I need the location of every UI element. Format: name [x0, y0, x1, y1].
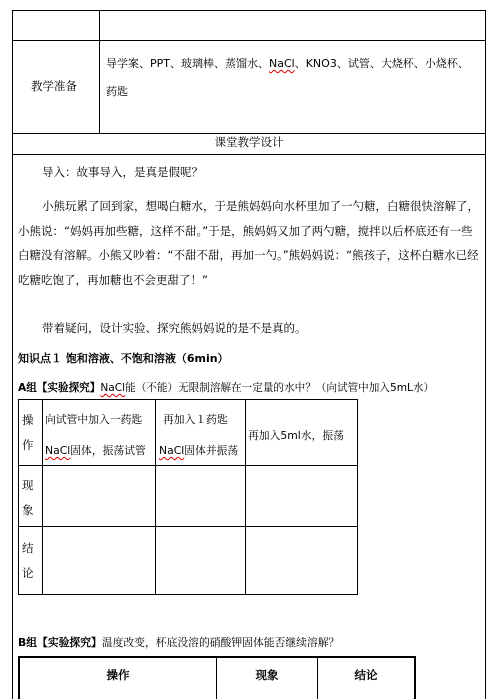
question-line: 带着疑问，设计实验、探究熊妈妈说的是不是真的。: [42, 321, 307, 335]
table-b-header-operation: 操作: [106, 668, 130, 682]
prep-items-prefix: 导学案、PPT、玻璃棒、蒸馏水、: [106, 57, 269, 70]
step2-nacl: NaCl: [159, 444, 185, 457]
section-title: 课堂教学设计: [214, 135, 284, 149]
prep-items-line2: 药匙: [106, 85, 128, 98]
table-a-bottom: [18, 594, 358, 595]
table-a-top: [18, 399, 358, 400]
table-a-col2: [155, 399, 156, 595]
step1-line1: 向试管中加入一药匙: [45, 413, 143, 426]
story-paragraph: 小熊玩累了回到家，想喝白糖水，于是熊妈妈向水杯里加了一勺糖，白糖很快溶解了，小熊说：“妈妈再加些糖，这样不甜。”于是，熊妈妈又加了两勺糖，搅拌以后杯底还有一些白糖没有溶解。小熊又吵着：“不甜不甜，再加一勺。”熊妈妈说：“熊孩子，这杯白糖水已经吃糖吃饱了，再加糖也不会更甜了！”: [18, 199, 479, 287]
prep-nacl: NaCl: [269, 57, 295, 70]
table-a-left: [18, 399, 19, 595]
group-a-question: [18, 383, 434, 394]
top-table-border-top: [12, 10, 486, 11]
knowledge-point-heading: 知识点１ 饱和溶液、不饱和溶液（6min）: [18, 352, 229, 365]
group-a-text: 能（不能）无限制溶解在一定量的水中？（向试管中加入5mL水）: [125, 382, 435, 394]
step1-nacl: NaCl: [45, 444, 71, 457]
table-b-header-conclusion: 结论: [354, 668, 378, 682]
top-table-col-divider: [99, 10, 100, 134]
row-label-conclusion: 结论: [22, 541, 34, 580]
row-label-operation: 操作: [22, 413, 34, 452]
group-b-text: 温度改变，杯底没溶的硝酸钾固体能否继续溶解？: [101, 636, 340, 649]
step2-line2: [159, 446, 238, 457]
step1-suffix: 固体，振荡试管: [70, 444, 146, 457]
group-b-label: B组【实验探究】: [18, 636, 102, 649]
table-b-right: [414, 656, 416, 699]
table-a-row1-bottom: [18, 465, 358, 466]
page-left-border: [12, 155, 13, 699]
top-table-bottom: [12, 154, 486, 155]
intro-line: 导入：故事导入，是真是假呢？: [42, 165, 203, 179]
step3-text: 再加入5ml水，振荡: [248, 429, 344, 442]
step1-line2: [45, 446, 146, 457]
step2-suffix: 固体并振荡: [184, 444, 239, 457]
page-right-border: [485, 155, 486, 699]
prep-label: 教学准备: [31, 79, 77, 93]
table-a-row2-bottom: [18, 526, 358, 527]
prep-items-line1: [106, 58, 469, 69]
row-label-phenomenon: 现象: [22, 478, 34, 517]
table-a-col1: [42, 399, 43, 595]
prep-items-suffix: 、KNO3、试管、大烧杯、小烧杯、: [294, 57, 469, 70]
top-table-row-divider-2: [12, 133, 486, 134]
table-a-right: [357, 399, 358, 595]
step2-line1: 再加入１药匙: [163, 413, 228, 426]
table-a-col3: [245, 399, 246, 595]
group-a-nacl: NaCl: [100, 382, 126, 394]
table-b-header-phenomenon: 现象: [255, 668, 279, 682]
group-a-label: A组【实验探究】: [18, 382, 101, 394]
top-table-row-divider-1: [12, 40, 486, 41]
group-b-question: [18, 638, 339, 649]
